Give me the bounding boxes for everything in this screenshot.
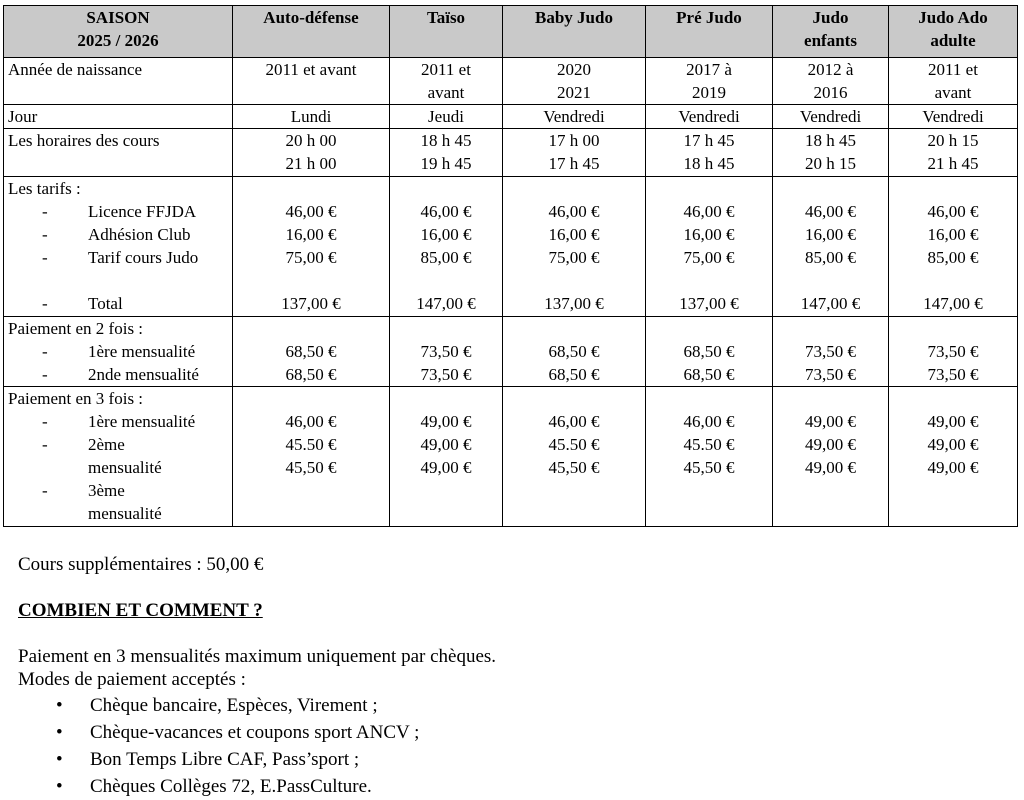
col-header-judo-ado-adulte	[889, 6, 1018, 58]
sub-item	[8, 456, 228, 479]
cell-text: 20 h 15	[805, 154, 856, 173]
col-header-auto-defense	[233, 6, 390, 58]
table-cell: Vendredi	[889, 105, 1018, 129]
cell-text: 49,00 €	[805, 435, 856, 454]
col-header-text: enfants	[804, 31, 857, 50]
cell-text: 2021	[557, 83, 591, 102]
col-header-judo-enfants	[773, 6, 889, 58]
spacer	[893, 387, 1013, 410]
cell-text: 46,00 €	[805, 202, 856, 221]
row-label-block	[4, 317, 233, 387]
sub-item	[8, 502, 228, 525]
cell-text: 85,00 €	[805, 248, 856, 267]
cell-text: 49,00 €	[420, 458, 472, 477]
table-cell: Vendredi	[503, 105, 646, 129]
cell-text: 46,00 €	[285, 202, 337, 221]
cell-text: 73,50 €	[805, 342, 856, 361]
table-cell	[889, 317, 1018, 387]
cell-text: 2011 et avant	[265, 60, 357, 79]
sub-label: Tarif cours Judo	[88, 248, 199, 267]
sub-item	[8, 246, 228, 269]
cell-text: 19 h 45	[420, 154, 472, 173]
list-item: • Chèques Collèges 72, E.PassCulture.	[18, 773, 419, 800]
table-cell	[390, 129, 503, 177]
cell-text: 16,00 €	[420, 225, 472, 244]
table-cell	[773, 177, 889, 317]
cell-text: 2011 et	[928, 60, 978, 79]
payment-modes-label: Modes de paiement acceptés :	[18, 669, 246, 690]
row-label-block	[4, 177, 233, 317]
cell-text: 2012 à	[807, 60, 854, 79]
table-cell	[233, 129, 390, 177]
cell-text: 18 h 45	[683, 154, 735, 173]
spacer	[893, 317, 1013, 340]
table-cell	[503, 317, 646, 387]
table-cell	[390, 387, 503, 527]
col-header-text: adulte	[930, 31, 976, 50]
sub-label: Adhésion Club	[88, 225, 191, 244]
cell-text: 49,00 €	[927, 458, 979, 477]
col-header-baby-judo	[503, 6, 646, 58]
sub-label: 1ère mensualité	[88, 342, 196, 361]
cell-text: 21 h 45	[927, 154, 979, 173]
row-label: Paiement en 2 fois :	[8, 319, 144, 338]
cell-text: 46,00 €	[285, 412, 337, 431]
spacer	[237, 317, 385, 340]
cell-text: 16,00 €	[683, 225, 735, 244]
table-cell	[646, 387, 773, 527]
cell-text: 21 h 00	[285, 154, 337, 173]
cell-text: 73,50 €	[420, 365, 472, 384]
cell-text: 137,00 €	[544, 294, 604, 313]
table-cell: Vendredi	[646, 105, 773, 129]
cell-text: 45.50 €	[683, 435, 735, 454]
header-row	[4, 6, 1018, 58]
table-cell	[390, 177, 503, 317]
spacer	[777, 177, 884, 200]
list-item: • Chèque bancaire, Espèces, Virement ;	[18, 692, 419, 719]
list-item: • Chèque-vacances et coupons sport ANCV ;	[18, 719, 419, 746]
spacer	[650, 177, 768, 200]
table-cell	[773, 58, 889, 105]
cell-text: 147,00 €	[416, 294, 476, 313]
table-cell	[646, 129, 773, 177]
col-header-pre-judo	[646, 6, 773, 58]
cell-text: 2020	[557, 60, 591, 79]
sub-item	[8, 200, 228, 223]
col-header-text: Auto-défense	[263, 8, 359, 27]
cell-text: 46,00 €	[548, 412, 600, 431]
spacer	[237, 387, 385, 410]
spacer	[650, 269, 768, 292]
cell-text: 46,00 €	[548, 202, 600, 221]
table-cell	[889, 129, 1018, 177]
spacer	[507, 387, 641, 410]
cell-text: 2017 à	[686, 60, 732, 79]
cell-text: 85,00 €	[420, 248, 472, 267]
spacer	[777, 269, 884, 292]
cell-text: 75,00 €	[285, 248, 337, 267]
saison-header	[4, 6, 233, 58]
table-cell: Vendredi	[773, 105, 889, 129]
spacer	[507, 317, 641, 340]
table-cell	[233, 387, 390, 527]
sub-item	[8, 410, 228, 433]
table-cell	[773, 317, 889, 387]
saison-years: 2025 / 2026	[77, 31, 159, 50]
cell-text: 20 h 00	[285, 131, 337, 150]
spacer	[394, 387, 498, 410]
cell-text: 49,00 €	[805, 458, 856, 477]
dash-spacer	[8, 502, 88, 525]
dash-marker: -	[42, 294, 48, 313]
table-cell	[503, 387, 646, 527]
row-label: Année de naissance	[4, 58, 233, 105]
row-label: Les tarifs :	[8, 179, 81, 198]
sub-item	[8, 292, 228, 315]
spacer	[777, 317, 884, 340]
cell-text: 68,50 €	[683, 365, 735, 384]
cell-text: 18 h 45	[420, 131, 472, 150]
row-annee-naissance	[4, 58, 1018, 105]
row-jour	[4, 105, 1018, 129]
col-header-taiso	[390, 6, 503, 58]
cell-text: 49,00 €	[420, 412, 472, 431]
table-cell	[233, 177, 390, 317]
cell-text: 73,50 €	[420, 342, 472, 361]
payment-note: Paiement en 3 mensualités maximum uniquement par chèques.	[18, 646, 497, 667]
cell-text: 45,50 €	[683, 458, 735, 477]
dash-marker: -	[42, 435, 48, 454]
table-cell	[889, 58, 1018, 105]
spacer	[650, 317, 768, 340]
cell-text: 68,50 €	[285, 365, 337, 384]
sub-label: mensualité	[88, 458, 162, 477]
cell-text: 147,00 €	[800, 294, 861, 313]
cell-text: 73,50 €	[927, 365, 979, 384]
sub-item	[8, 340, 228, 363]
cell-text: 45.50 €	[548, 435, 600, 454]
payment-modes-list	[18, 692, 419, 800]
sub-label: 1ère mensualité	[88, 412, 196, 431]
col-header-text: Taïso	[426, 8, 466, 27]
row-label: Paiement en 3 fois :	[8, 389, 144, 408]
col-header-text: Judo	[812, 8, 849, 27]
cell-text: 17 h 00	[548, 131, 600, 150]
table-cell	[503, 129, 646, 177]
table-cell	[646, 177, 773, 317]
cell-text: 49,00 €	[420, 435, 472, 454]
section-title: COMBIEN ET COMMENT ?	[18, 600, 263, 621]
cell-text: 75,00 €	[683, 248, 735, 267]
dash-marker: -	[42, 225, 48, 244]
cell-text: 68,50 €	[683, 342, 735, 361]
row-label: Jour	[4, 105, 233, 129]
sub-label: Licence FFJDA	[88, 202, 197, 221]
cell-text: 73,50 €	[805, 365, 856, 384]
table-cell	[233, 317, 390, 387]
cell-text: 75,00 €	[548, 248, 600, 267]
sub-label: 2nde mensualité	[88, 365, 199, 384]
dash-marker: -	[42, 481, 48, 500]
row-horaires	[4, 129, 1018, 177]
dash-marker: -	[42, 342, 48, 361]
dash-marker: -	[42, 248, 48, 267]
table-cell	[503, 177, 646, 317]
spacer	[777, 387, 884, 410]
table-cell	[503, 58, 646, 105]
table-cell	[390, 317, 503, 387]
dash-marker: -	[42, 202, 48, 221]
cell-text: 16,00 €	[927, 225, 979, 244]
table-cell	[646, 317, 773, 387]
supplement-text: Cours supplémentaires : 50,00 €	[18, 554, 264, 575]
cell-text: 18 h 45	[805, 131, 856, 150]
cell-text: 49,00 €	[927, 412, 979, 431]
tarifs-table	[3, 5, 1018, 527]
cell-text: 45.50 €	[285, 435, 337, 454]
cell-text: 17 h 45	[683, 131, 735, 150]
sub-item	[8, 433, 228, 456]
saison-label: SAISON	[86, 8, 150, 27]
cell-text: 46,00 €	[683, 202, 735, 221]
spacer	[8, 269, 228, 292]
table-cell: Jeudi	[390, 105, 503, 129]
dash-spacer	[8, 456, 88, 479]
table-cell	[233, 58, 390, 105]
sub-label: 2ème	[88, 435, 125, 454]
cell-text: 49,00 €	[927, 435, 979, 454]
col-header-text: Pré Judo	[676, 8, 742, 27]
row-tarifs	[4, 177, 1018, 317]
cell-text: 20 h 15	[927, 131, 979, 150]
spacer	[237, 177, 385, 200]
cell-text: avant	[427, 83, 465, 102]
dash-marker: -	[42, 365, 48, 384]
dash-marker: -	[42, 412, 48, 431]
cell-text: 147,00 €	[923, 294, 983, 313]
table-cell	[773, 387, 889, 527]
cell-text: 49,00 €	[805, 412, 856, 431]
sub-label: Total	[88, 294, 123, 313]
cell-text: 17 h 45	[548, 154, 600, 173]
spacer	[893, 177, 1013, 200]
cell-text: 85,00 €	[927, 248, 979, 267]
list-item: • Bon Temps Libre CAF, Pass’sport ;	[18, 746, 419, 773]
cell-text: 46,00 €	[683, 412, 735, 431]
cell-text: 68,50 €	[285, 342, 337, 361]
spacer	[507, 177, 641, 200]
cell-text: 137,00 €	[281, 294, 341, 313]
cell-text: 68,50 €	[548, 365, 600, 384]
cell-text: 16,00 €	[805, 225, 856, 244]
col-header-text: Judo Ado	[918, 8, 988, 27]
cell-text: 46,00 €	[420, 202, 472, 221]
sub-item	[8, 363, 228, 386]
cell-text: 2011 et	[421, 60, 471, 79]
spacer	[507, 269, 641, 292]
cell-text: 137,00 €	[679, 294, 739, 313]
table-cell	[646, 58, 773, 105]
sub-label: 3ème	[88, 481, 125, 500]
spacer	[893, 269, 1013, 292]
cell-text: 46,00 €	[927, 202, 979, 221]
table-cell	[889, 177, 1018, 317]
sub-item	[8, 223, 228, 246]
sub-item	[8, 479, 228, 502]
cell-text: 68,50 €	[548, 342, 600, 361]
cell-text: 73,50 €	[927, 342, 979, 361]
row-paiement-2-fois	[4, 317, 1018, 387]
table-cell: Lundi	[233, 105, 390, 129]
cell-text: 45,50 €	[285, 458, 337, 477]
cell-text: 2016	[813, 83, 848, 102]
cell-text: 16,00 €	[548, 225, 600, 244]
spacer	[650, 387, 768, 410]
cell-text: 2019	[692, 83, 726, 102]
cell-text: 45,50 €	[548, 458, 600, 477]
spacer	[394, 177, 498, 200]
cell-text: 16,00 €	[285, 225, 337, 244]
row-paiement-3-fois	[4, 387, 1018, 527]
table-cell	[390, 58, 503, 105]
col-header-text: Baby Judo	[535, 8, 613, 27]
row-label-block	[4, 387, 233, 527]
table-cell	[889, 387, 1018, 527]
spacer	[237, 269, 385, 292]
row-label: Les horaires des cours	[4, 129, 233, 177]
sub-label: mensualité	[88, 504, 162, 523]
table-cell	[773, 129, 889, 177]
spacer	[394, 317, 498, 340]
cell-text: avant	[934, 83, 972, 102]
spacer	[394, 269, 498, 292]
